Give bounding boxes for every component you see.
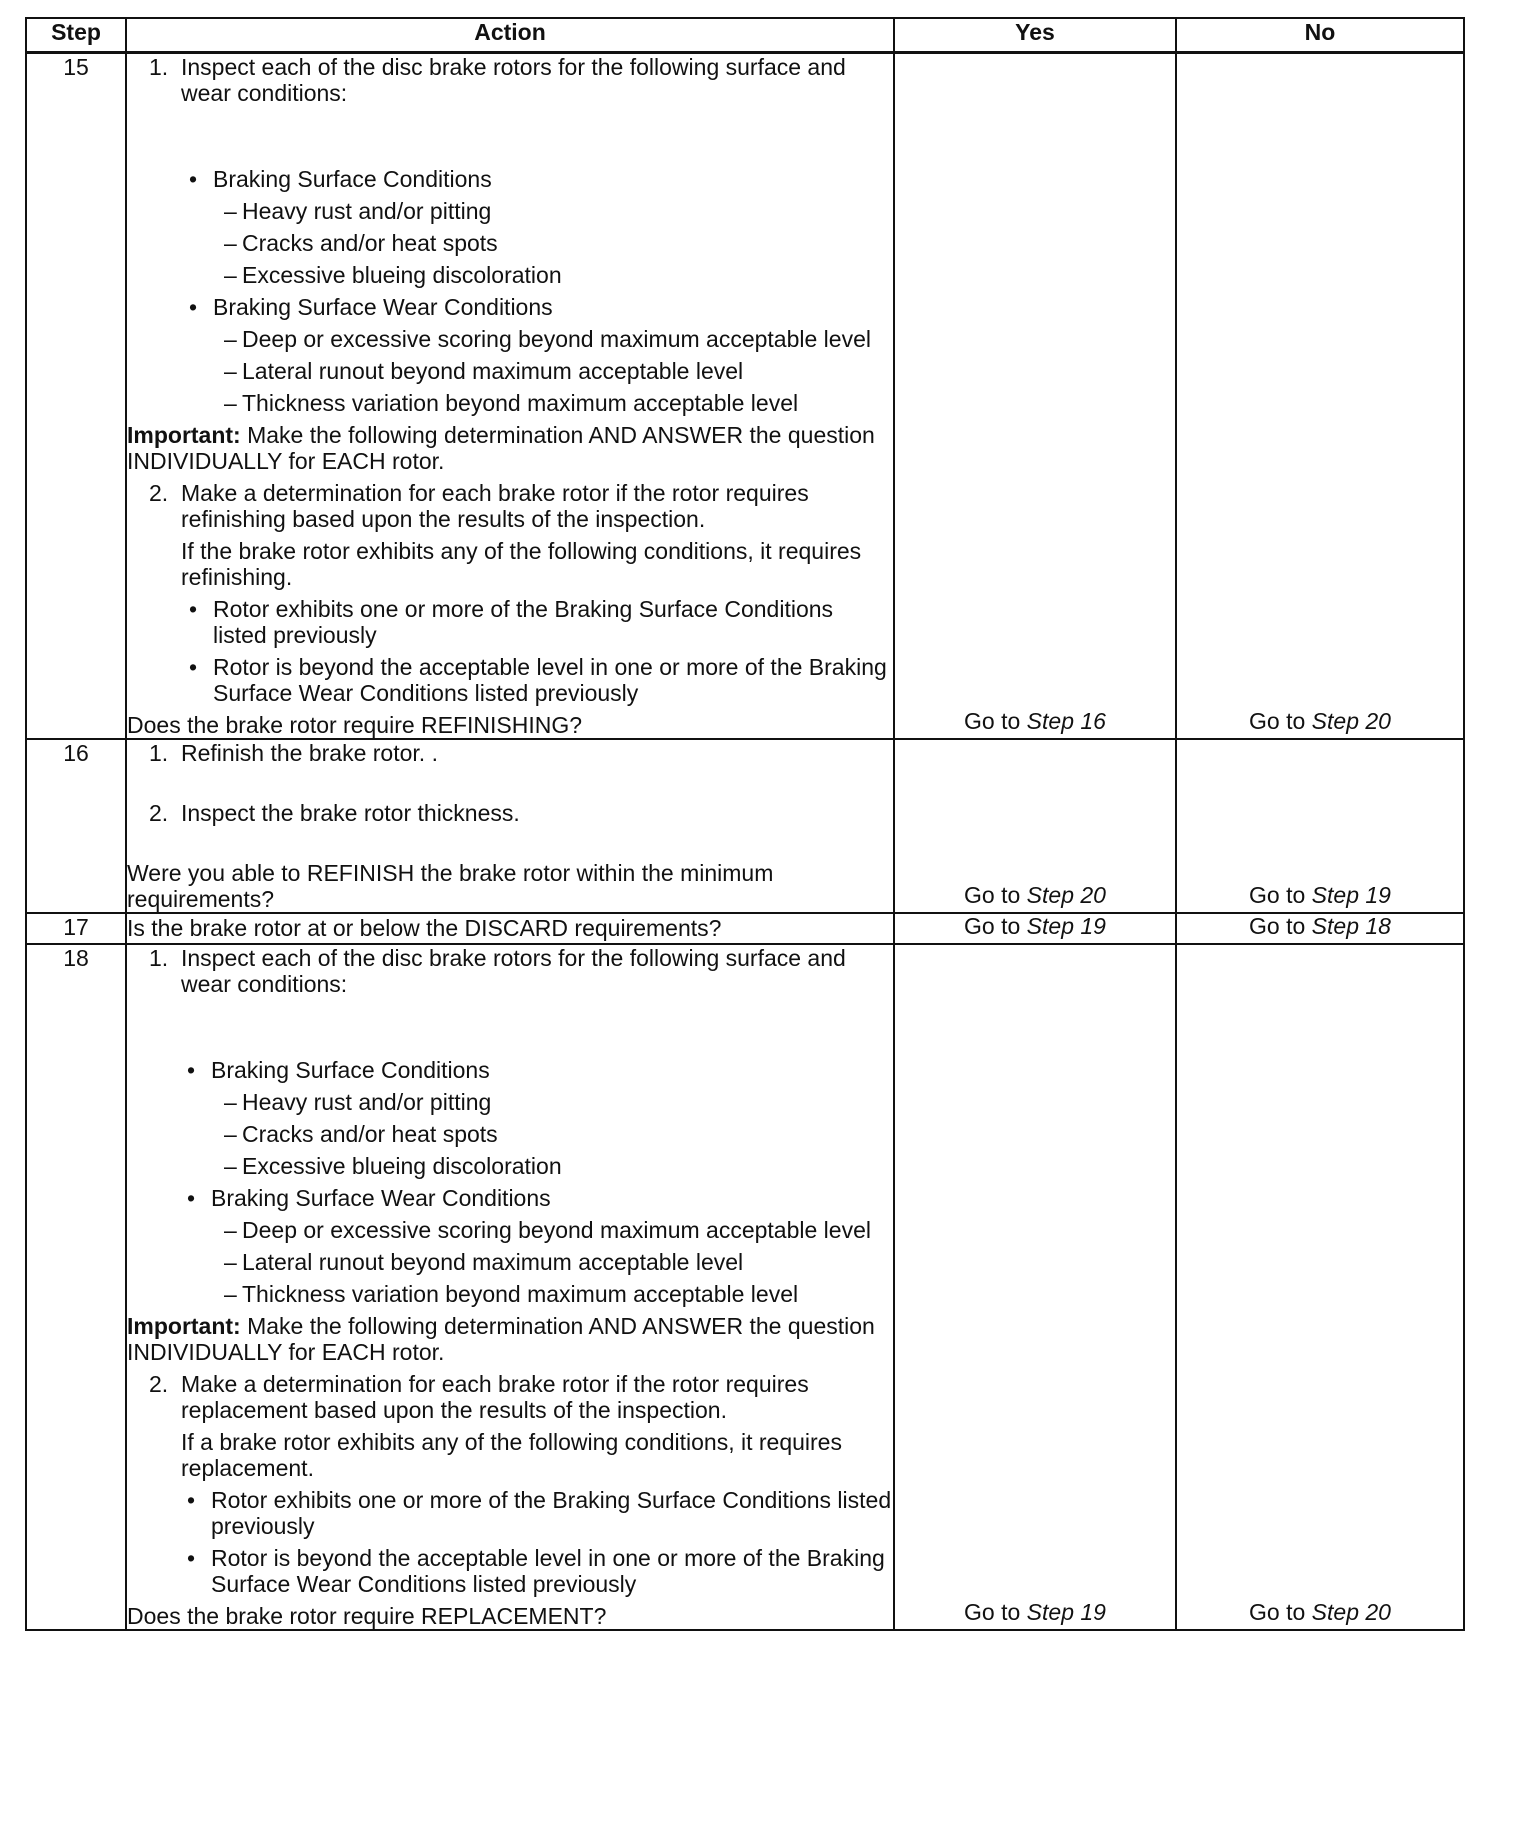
question: Does the brake rotor require REPLACEMENT? — [127, 1603, 607, 1629]
question: Does the brake rotor require REFINISHING? — [127, 712, 583, 738]
header-action: Action — [126, 18, 894, 53]
list-item: • Braking Surface Conditions — [189, 166, 492, 192]
question: Were you able to REFINISH the brake rotor within the minimum requirements? — [127, 860, 774, 912]
no-cell — [1176, 913, 1464, 944]
list-item: • Rotor is beyond the acceptable level in one or more of the Braking Surface Wear Conditions listed previously — [187, 1545, 885, 1597]
list-item: – Excessive blueing discoloration — [224, 262, 562, 288]
no-cell — [1176, 944, 1464, 1630]
no-goto: Go to Step 18 — [1249, 913, 1391, 939]
list-item: – Thickness variation beyond maximum acceptable level — [224, 390, 799, 416]
action-cell — [126, 913, 894, 944]
table-row — [26, 53, 1464, 740]
condition-intro: If a brake rotor exhibits any of the following conditions, it requires replacement. — [181, 1429, 842, 1481]
header-yes: Yes — [894, 18, 1176, 53]
yes-goto: Go to Step 20 — [964, 882, 1106, 908]
list-item: – Lateral runout beyond maximum acceptable level — [224, 358, 744, 384]
yes-cell — [894, 53, 1176, 740]
diagnostic-table — [25, 17, 1465, 1631]
list-item: • Braking Surface Wear Conditions — [187, 1185, 551, 1211]
yes-cell — [894, 913, 1176, 944]
table-row — [26, 944, 1464, 1630]
important-note: Important: Make the following determination AND ANSWER the question INDIVIDUALLY for EACH rotor. — [127, 422, 875, 474]
condition-intro: If the brake rotor exhibits any of the following conditions, it requires refinishing. — [181, 538, 862, 590]
list-item: • Braking Surface Conditions — [187, 1057, 490, 1083]
header-no: No — [1176, 18, 1464, 53]
yes-cell — [894, 944, 1176, 1630]
yes-goto: Go to Step 19 — [964, 913, 1106, 939]
question: Is the brake rotor at or below the DISCARD requirements? — [127, 915, 722, 941]
step-number: 15 — [26, 53, 126, 740]
list-item: • Braking Surface Wear Conditions — [189, 294, 553, 320]
step-number: 17 — [26, 913, 126, 944]
numbered-item: 2. Make a determination for each brake rotor if the rotor requires refinishing based upon the results of the inspection. — [149, 480, 809, 532]
list-item: – Deep or excessive scoring beyond maximum acceptable level — [224, 326, 871, 352]
no-cell — [1176, 739, 1464, 913]
action-cell — [126, 944, 894, 1630]
no-goto: Go to Step 19 — [1249, 882, 1391, 908]
numbered-item: 1. Inspect each of the disc brake rotors for the following surface and wear conditions: — [149, 54, 846, 106]
list-item: – Cracks and/or heat spots — [224, 230, 498, 256]
important-note: Important: Make the following determination AND ANSWER the question INDIVIDUALLY for EACH rotor. — [127, 1313, 875, 1365]
table-row — [26, 913, 1464, 944]
list-item: – Thickness variation beyond maximum acceptable level — [224, 1281, 799, 1307]
list-item: – Cracks and/or heat spots — [224, 1121, 498, 1147]
step-number: 16 — [26, 739, 126, 913]
list-item: – Excessive blueing discoloration — [224, 1153, 562, 1179]
action-cell — [126, 53, 894, 740]
list-item: – Lateral runout beyond maximum acceptable level — [224, 1249, 744, 1275]
yes-cell — [894, 739, 1176, 913]
table-row — [26, 739, 1464, 913]
step-number: 18 — [26, 944, 126, 1630]
list-item: • Rotor exhibits one or more of the Braking Surface Conditions listed previously — [187, 1487, 892, 1539]
header-row — [26, 18, 1464, 53]
list-item: – Heavy rust and/or pitting — [224, 198, 492, 224]
list-item: • Rotor exhibits one or more of the Braking Surface Conditions listed previously — [189, 596, 834, 648]
list-item: – Deep or excessive scoring beyond maximum acceptable level — [224, 1217, 871, 1243]
numbered-item: 2. Make a determination for each brake rotor if the rotor requires replacement based upon the results of the inspection. — [149, 1371, 809, 1423]
list-item: • Rotor is beyond the acceptable level in one or more of the Braking Surface Wear Conditions listed previously — [189, 654, 887, 706]
numbered-item: 1. Inspect each of the disc brake rotors for the following surface and wear conditions: — [149, 945, 846, 997]
numbered-item: 1. Refinish the brake rotor. . — [149, 740, 438, 766]
action-cell — [126, 739, 894, 913]
list-item: – Heavy rust and/or pitting — [224, 1089, 492, 1115]
no-goto: Go to Step 20 — [1249, 1599, 1391, 1625]
numbered-item: 2. Inspect the brake rotor thickness. — [149, 800, 520, 826]
header-step: Step — [26, 18, 126, 53]
yes-goto: Go to Step 16 — [964, 708, 1106, 734]
no-cell — [1176, 53, 1464, 740]
yes-goto: Go to Step 19 — [964, 1599, 1106, 1625]
no-goto: Go to Step 20 — [1249, 708, 1391, 734]
